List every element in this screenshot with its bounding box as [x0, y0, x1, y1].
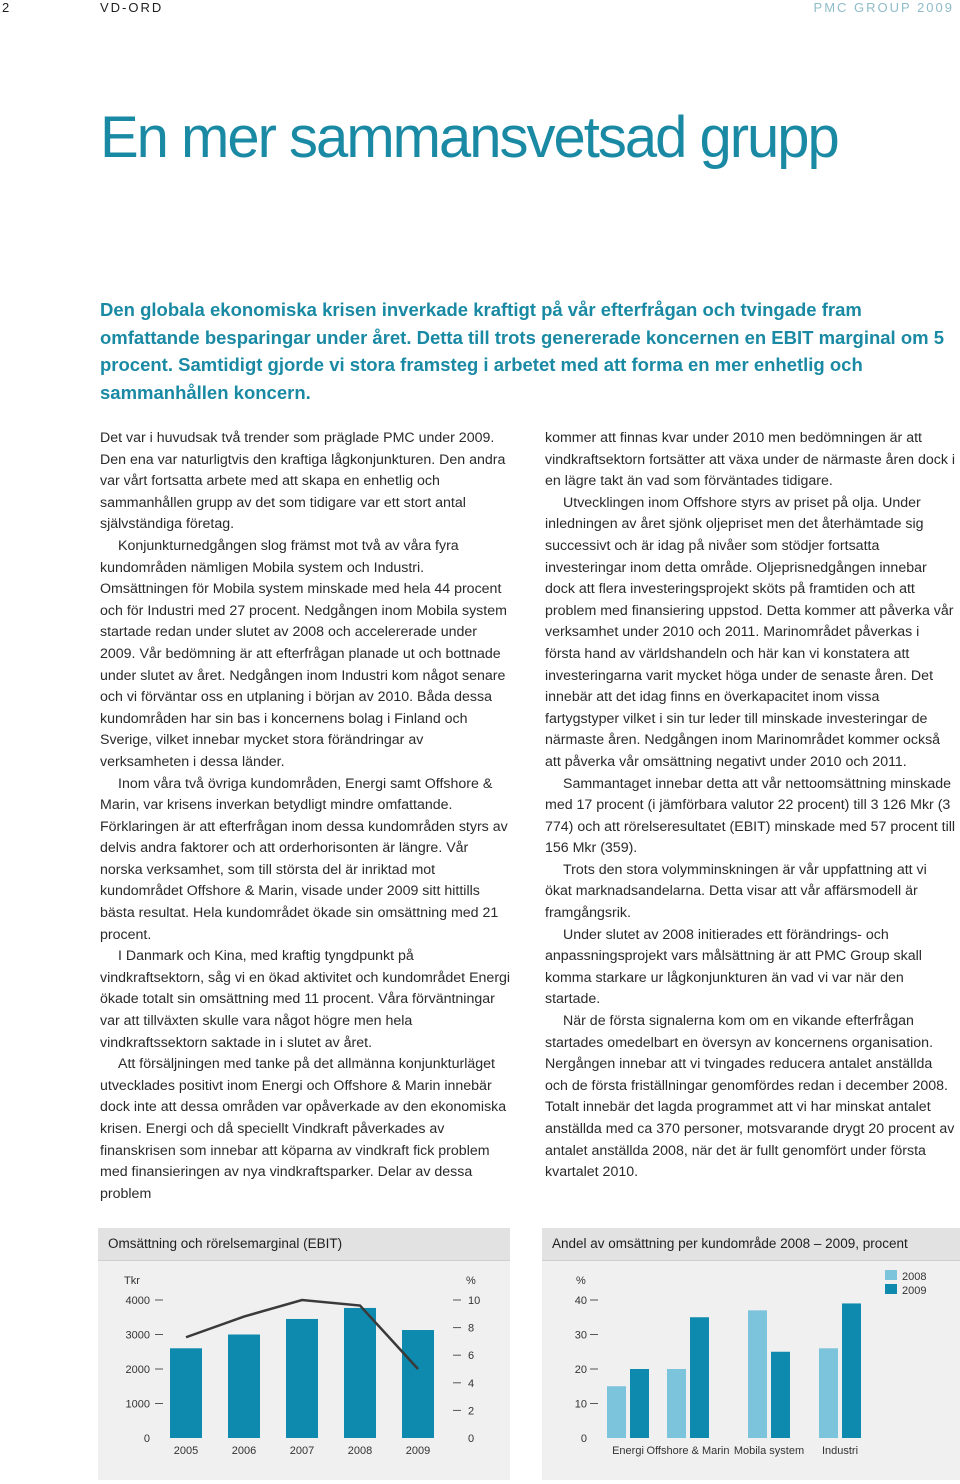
revenue-ebit-chart-title: Omsättning och rörelsemarginal (EBIT) — [98, 1228, 510, 1261]
y-tick-label: 0 — [580, 1433, 587, 1445]
share-bar-2009 — [690, 1317, 709, 1438]
y2-tick-label: 10 — [468, 1295, 481, 1307]
x-tick-label: Industri — [821, 1445, 859, 1457]
lead-paragraph: Den globala ekonomiska krisen inverkade kraftigt på vår efterfrågan och tvingade fram omfattande besparingar under året. Detta till trots genererade koncernen en EBIT marginal om 5 procent. Samtidigt gjorde vi stora framsteg i arbetet med att forma en mer enhetlig och sammanhållen koncern. — [100, 299, 945, 403]
revenue-bar — [228, 1335, 260, 1439]
revenue-bar — [344, 1308, 376, 1438]
revenue-bar — [170, 1348, 202, 1438]
y-tick-label: 30 — [574, 1329, 587, 1342]
y-tick-label: 10 — [574, 1398, 587, 1411]
x-tick-label: Offshore & Marin — [646, 1445, 730, 1457]
x-tick-label: 2005 — [173, 1445, 199, 1457]
customer-share-chart-box — [542, 1228, 960, 1480]
page-number: 2 — [2, 0, 10, 15]
page-title: En mer sammansvetsad grupp — [100, 105, 838, 170]
y2-tick-label: 2 — [468, 1405, 475, 1418]
y-tick-label: 1000 — [125, 1398, 150, 1411]
body-paragraph: Att försäljningen med tanke på det allmänna konjunkturläget utvecklades positivt inom Energi och Offshore & Marin innebär dock inte att dessa områden var opåverkade av den ekonomiska krisen. Energi och då speciellt Vindkraft påverkades av finanskrisen som innebar att köparna av vindkraft fick problem med finansieringen av nya vindkraftsparker. Delar av dessa problem — [100, 1056, 507, 1202]
share-bar-2008 — [819, 1348, 838, 1438]
share-bar-2009 — [630, 1369, 649, 1438]
legend-swatch — [885, 1270, 897, 1280]
y2-tick-label: 4 — [468, 1377, 475, 1390]
x-tick-label: Mobila system — [733, 1445, 805, 1457]
y-axis-label: % — [576, 1275, 586, 1287]
legend-label: 2008 — [902, 1271, 927, 1283]
body-paragraph: Trots den stora volymminskningen är vår uppfattning att vi ökat marknadsandelarna. Detta visar att vår affärsmodell är framgångsrik. — [545, 861, 927, 922]
revenue-bar — [286, 1319, 318, 1438]
legend-swatch — [885, 1284, 897, 1294]
body-paragraph: Konjunkturnedgången slog främst mot två av våra fyra kundområden nämligen Mobila system och Industri. Omsättningen för Mobila system minskade med hela 44 procent och för Industri med 27 procent. Nedgången inom Mobila system startade redan under slutet av 2008 och accelererade under 2009. Vår bedömning är att efterfrågan planade ut och bottnade under slutet av året. Nedgången inom Industri kom något senare och vi förväntar oss en utplaning i början av 2010. Båda dessa kundområden har sin bas i koncernens bolag i Finland och Sverige, vilket innebar mycket stora förändringar av verksamheten i dessa länder. — [100, 537, 507, 770]
x-tick-label: 2009 — [405, 1445, 431, 1457]
x-tick-label: 2007 — [289, 1445, 315, 1457]
y-tick-label: 2000 — [125, 1364, 150, 1376]
body-paragraph: Inom våra två övriga kundområden, Energi samt Offshore & Marin, var krisens inverkan betydligt mindre omfattande. Förklaringen är att efterfrågan inom dessa kundområden styrs av delvis andra faktorer och att orderhorisonten är längre. Vår norska verksamhet, som till största del är inriktad mot kundområdet Offshore & Marin, visade under 2009 sitt hittills bästa resultat. Hela kundområdet ökade sin omsättning med 21 procent. — [100, 775, 508, 943]
right-column — [545, 428, 957, 1184]
y2-tick-label: 8 — [468, 1322, 475, 1335]
section-label: VD-ORD — [100, 0, 164, 15]
legend-label: 2009 — [902, 1285, 927, 1297]
y-tick-label: 3000 — [125, 1329, 150, 1342]
revenue-ebit-chart-box — [98, 1228, 510, 1480]
revenue-bar — [402, 1330, 434, 1438]
y-tick-label: 20 — [574, 1364, 587, 1376]
customer-share-chart-title: Andel av omsättning per kundområde 2008 – 2009, procent — [542, 1228, 960, 1261]
share-bar-2009 — [771, 1352, 790, 1438]
y-tick-label: 0 — [143, 1433, 150, 1445]
body-paragraph: I Danmark och Kina, med kraftig tyngdpunkt på vindkraftsektorn, såg vi en ökad aktivitet och kundområdet Energi ökade totalt sin omsättning med 11 procent. Våra förväntningar var att tillväxten skulle vara något högre men hela vindkraftssektorn saktade in i slutet av året. — [100, 948, 511, 1051]
body-paragraph: Under slutet av 2008 initierades ett förändrings- och anpassningsprojekt vars målsättning är att PMC Group skall komma starkare ur lågkonjunkturen än vad vi var när den startade. — [545, 926, 922, 1008]
x-tick-label: 2006 — [231, 1445, 257, 1457]
body-paragraph: kommer att finnas kvar under 2010 men bedömningen är att vindkraftsektorn fortsätter att växa under de närmaste åren dock i en lägre takt än vad som förväntades tidigare. — [545, 430, 956, 490]
left-column — [100, 428, 512, 1205]
share-bar-2008 — [748, 1310, 767, 1438]
customer-share-chart — [542, 1260, 960, 1480]
share-bar-2008 — [667, 1369, 686, 1438]
x-tick-label: 2008 — [347, 1445, 373, 1457]
share-bar-2008 — [607, 1386, 626, 1438]
body-paragraph: Det var i huvudsak två trender som präglade PMC under 2009. Den ena var naturligtvis den kraftiga lågkonjunkturen. Den andra var vårt fortsatta arbete med att skapa en enhetlig och sammanhållen grupp av det som tidigare var ett stort antal självständiga företag. — [100, 430, 506, 533]
y-tick-label: 40 — [574, 1295, 587, 1307]
body-paragraph: När de första signalerna kom om en vikande efterfrågan startades omedelbart en översyn av koncernens organisation. Nergången innebar att vi tvingades reducera antalet anställda och de första friställningar genomfördes redan i december 2008. Totalt innebär det lagda programmet att vi har minskat antalet anställda med ca 370 personer, motsvarande drygt 20 procent av antalet anställda 2008, när det är fullt genomfört under första kvartalet 2010. — [545, 1013, 955, 1181]
y2-tick-label: 6 — [468, 1350, 475, 1363]
y2-tick-label: 0 — [468, 1433, 475, 1445]
revenue-ebit-chart — [98, 1260, 510, 1480]
y2-axis-label: % — [466, 1275, 476, 1287]
body-paragraph: Sammantaget innebar detta att vår nettoomsättning minskade med 17 procent (i jämförbara valutor 22 procent) till 3 126 Mkr (3 774) och att rörelseresultatet (EBIT) minskade med 57 procent till 156 Mkr (359). — [545, 775, 956, 857]
publication-label: PMC GROUP 2009 — [813, 0, 954, 15]
body-paragraph: Utvecklingen inom Offshore styrs av priset på olja. Under inledningen av året sjönk oljepriset men det återhämtade sig successivt och är idag på nivåer som stödjer fortsatta investeringar inom detta område. Oljeprisnedgången innebar dock att flera investeringsprojekt sköts på framtiden och att problem med finansiering uppstod. Detta kommer att påverka vår verksamhet under 2010 och 2011. Marinområdet påverkas i första hand av världshandeln och här kan vi konstatera att investeringarna varit mycket höga under de senaste åren. Det innebär att det idag finns en överkapacitet inom vissa fartygstyper vilket i sin tur leder till minskade investeringar de närmaste åren. Nedgången inom Marinområdet kommer också att påverka vår omsättning negativt under 2010 och 2011. — [545, 494, 954, 770]
x-tick-label: Energi — [612, 1445, 644, 1457]
share-bar-2009 — [842, 1303, 861, 1438]
y-axis-label: Tkr — [124, 1275, 140, 1287]
y-tick-label: 4000 — [125, 1295, 150, 1307]
